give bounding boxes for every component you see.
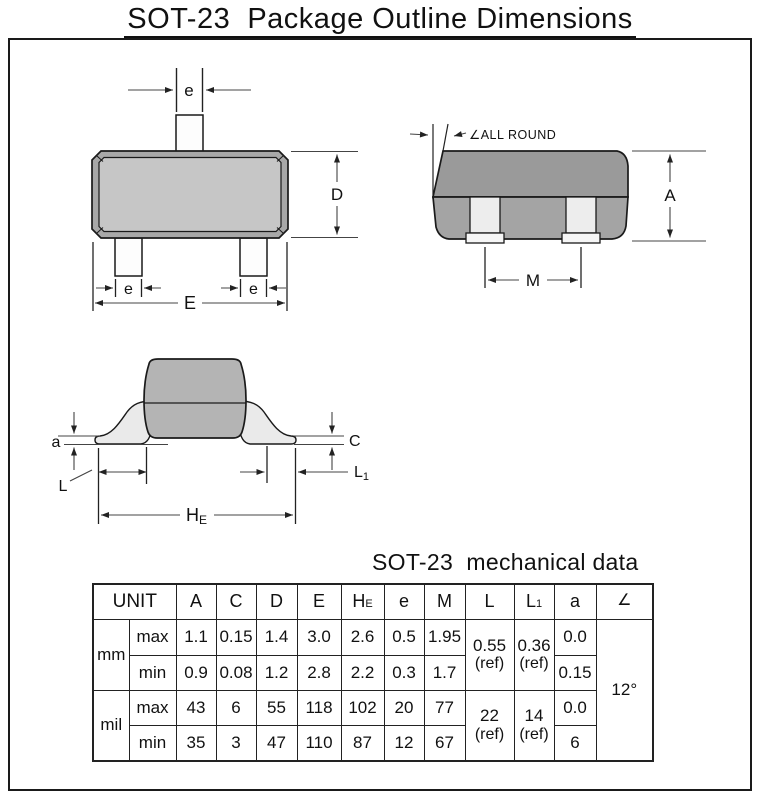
row-label-min: min [129,655,176,690]
unit-mil: mil [93,690,129,761]
table-row-mil-min [93,725,653,761]
body-inner [99,158,281,232]
cell: 77 [424,690,465,725]
unit-mm: mm [93,619,129,690]
header-C: C [216,584,256,619]
package-body-front [92,115,288,276]
cell: 1.4 [256,619,297,655]
cell: 43 [176,690,216,725]
label-E: E [183,293,197,313]
front-view-drawing [55,55,385,320]
cell-L1-mm: 0.36 (ref) [514,619,554,690]
side-foot-right [562,233,600,243]
side-lead-left [470,197,500,233]
label-HE: HE [186,505,208,527]
cell: 3 [216,725,256,761]
cell: 35 [176,725,216,761]
cell: 6 [216,690,256,725]
header-L: L [465,584,514,619]
profile-view-drawing [40,335,385,535]
header-angle: ∠ [596,584,653,619]
lead-right [239,401,296,444]
cell: 118 [297,690,341,725]
cell: 0.08 [216,655,256,690]
label-e-top: e [184,81,194,100]
header-unit: UNIT [93,584,176,619]
cell: 2.8 [297,655,341,690]
cell: 0.15 [216,619,256,655]
bottom-pin-right [240,238,267,276]
table-row-mil-max [93,690,653,725]
header-M: M [424,584,465,619]
header-E: E [297,584,341,619]
cell: 0.9 [176,655,216,690]
cell: 2.6 [341,619,384,655]
row-label-min: min [129,725,176,761]
label-L1: L1 [354,464,370,483]
body-top-face [433,151,628,197]
page-title: SOT-23 Package Outline Dimensions [0,3,760,36]
dim-C [294,412,344,470]
header-HE: HE [341,584,384,619]
table-row-mm-min [93,655,653,690]
cell: 1.95 [424,619,465,655]
header-e: e [384,584,424,619]
cell: 110 [297,725,341,761]
cell: 67 [424,725,465,761]
bottom-pin-left [115,238,142,276]
cell: 55 [256,690,297,725]
cell-L1-mil: 14 (ref) [514,690,554,761]
label-all-round: ∠ALL ROUND [469,128,557,142]
header-D: D [256,584,297,619]
label-L: L [58,478,68,495]
header-A: A [176,584,216,619]
label-M: M [525,271,541,290]
all-round-leader [454,133,466,136]
package-body-profile [144,359,246,438]
cell: 1.2 [256,655,297,690]
label-A: A [664,186,676,205]
side-foot-left [466,233,504,243]
cell: 102 [341,690,384,725]
cell: 1.7 [424,655,465,690]
dim-L [70,447,147,500]
row-label-max: max [129,690,176,725]
cell: 3.0 [297,619,341,655]
cell: 0.15 [554,655,596,690]
label-e-bottom-right: e [249,281,258,298]
table-title: SOT-23 mechanical data [372,549,639,575]
cell: 6 [554,725,596,761]
cell: 0.5 [384,619,424,655]
cell: 20 [384,690,424,725]
label-e-bottom-left: e [124,281,133,298]
cell: 47 [256,725,297,761]
row-label-max: max [129,619,176,655]
cell-angle: 12° [596,619,653,761]
header-L1: L1 [514,584,554,619]
label-a: a [51,434,61,451]
cell: 12 [384,725,424,761]
angle-arrow [410,134,428,135]
cell: 0.0 [554,619,596,655]
cell: 1.1 [176,619,216,655]
mechanical-data-table [92,583,654,762]
side-lead-right [566,197,596,233]
label-D: D [330,185,344,204]
cell: 2.2 [341,655,384,690]
dim-D [291,152,358,238]
body-profile [144,359,246,438]
table-row-mm-max [93,619,653,655]
cell: 0.0 [554,690,596,725]
cell: 87 [341,725,384,761]
side-view-drawing [400,110,720,295]
package-body-side [433,151,628,243]
cell: 0.3 [384,655,424,690]
top-pin [176,115,203,152]
table-header-row [93,584,653,619]
cell-L-mil: 22 (ref) [465,690,514,761]
cell-L-mm: 0.55 (ref) [465,619,514,690]
label-C: C [349,433,361,450]
header-a: a [554,584,596,619]
